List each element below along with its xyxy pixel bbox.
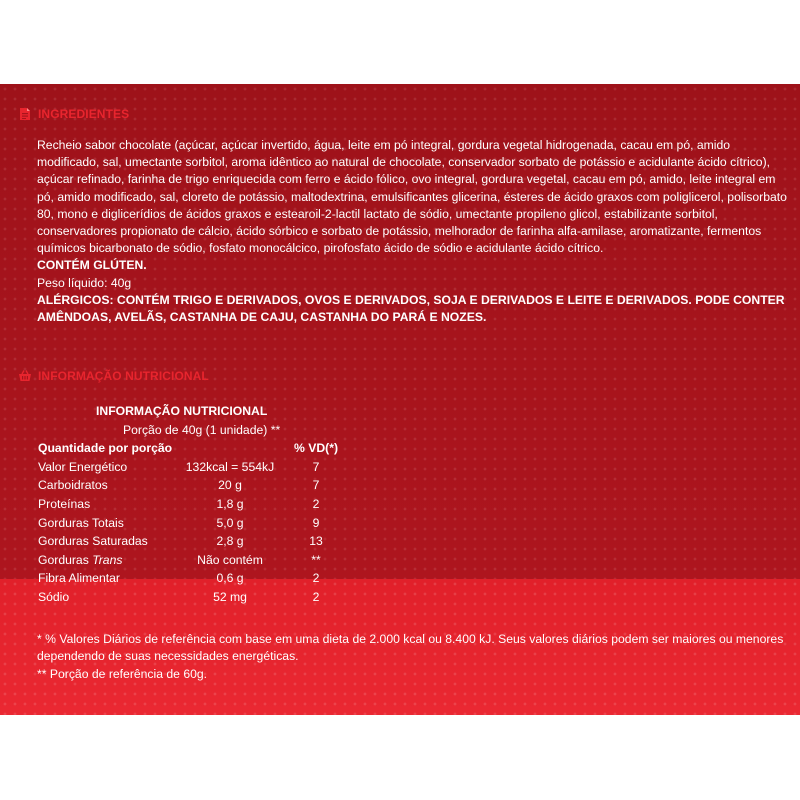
nutrient-name: Sódio — [38, 589, 70, 604]
ingredients-text-block — [37, 137, 789, 326]
nutrient-amount: 5,0 g — [216, 515, 244, 530]
document-icon — [18, 107, 32, 121]
table-row — [34, 588, 346, 607]
nutrient-name — [34, 551, 174, 570]
col-quantity-header: Quantidade por porção — [38, 441, 173, 456]
nutrient-amount: 52 mg — [213, 589, 247, 604]
table-portion: Porção de 40g (1 unidade) ** — [123, 422, 281, 437]
nutrition-table — [34, 402, 346, 607]
nutrient-name: Gorduras Totais — [38, 515, 124, 530]
footnotes — [37, 631, 789, 683]
nutrient-vd: 9 — [312, 515, 320, 530]
gluten-warning: CONTÉM GLÚTEN. — [37, 258, 147, 273]
nutrient-vd: ** — [311, 552, 321, 567]
table-row — [34, 514, 346, 533]
nutrient-amount: 132kcal = 554kJ — [185, 459, 275, 474]
nutrient-name-italic: Trans — [92, 552, 123, 567]
footnote-reference-portion: ** Porção de referência de 60g. — [37, 666, 208, 681]
nutrient-name: Fibra Alimentar — [38, 571, 120, 586]
product-info-panel — [0, 84, 800, 715]
nutrient-amount: 1,8 g — [216, 496, 244, 511]
nutrient-vd: 7 — [312, 459, 320, 474]
table-row — [34, 495, 346, 514]
ingredients-heading-label: INGREDIENTES — [38, 107, 130, 121]
nutrient-name: Proteínas — [38, 496, 91, 511]
nutrient-vd: 13 — [309, 534, 323, 549]
table-row — [34, 476, 346, 495]
nutrient-amount: 0,6 g — [216, 571, 244, 586]
nutrient-name: Valor Energético — [38, 459, 128, 474]
nutrient-amount: 20 g — [218, 478, 242, 493]
net-weight: Peso líquido: 40g — [37, 275, 132, 290]
table-header-row — [34, 439, 346, 458]
nutrient-vd: 2 — [312, 589, 320, 604]
footnote-daily-values: * % Valores Diários de referência com base em uma dieta de 2.000 kcal ou 8.400 kJ. Seus valores diários podem ser maiores ou menores dependendo de suas necessidades energéticas. — [37, 632, 784, 664]
nutrition-heading-label: INFORMAÇÃO NUTRICIONAL — [38, 369, 209, 383]
allergens-warning: ALÉRGICOS: CONTÉM TRIGO E DERIVADOS, OVOS E DERIVADOS, SOJA E DERIVADOS E LEITE E DERIVADOS. PODE CONTER AMÊNDOAS, AVELÃS, CASTANHA DE CAJU, CASTANHA DO PARÁ E NOZES. — [37, 292, 785, 325]
table-title-row — [34, 402, 346, 421]
nutrient-vd: 7 — [312, 478, 320, 493]
nutrient-amount: 2,8 g — [216, 534, 244, 549]
table-row — [34, 569, 346, 588]
ingredients-list: Recheio sabor chocolate (açúcar, açúcar invertido, água, leite em pó integral, gordura vegetal hidrogenada, cacau em pó, amido modificado, sal, umectante sorbitol, aroma idêntico ao natural de chocolate, conservador sorbato de potássio e acidulante ácido cítrico), açúcar refinado, farinha de trigo enriquecida com ferro e ácido fólico, ovo integral, gordura vegetal, cacau em pó, amido, leite integral em pó, amido modificado, sal, cloreto de potássio, maltodextrina, emulsificantes glicerina, ésteres de ácido graxos com poliglicerol, polisorbato 80, mono e diglicerídios de ácidos graxos e estearoil-2-lactil lactato de sódio, umectante propileno glicol, estabilizante sorbitol, conservadores propionato de cálcio, ácido sórbico e sorbato de potássio, melhorador de farinha alfa-amilase, aromatizante, fermentos químicos bicarbonato de sódio, fosfato monocálcico, pirofosfato ácido de sódio e acidulante ácido cítrico. — [37, 138, 787, 256]
nutrient-vd: 2 — [312, 496, 320, 511]
nutrient-vd: 2 — [312, 571, 320, 586]
nutrient-name-prefix: Gorduras — [38, 552, 93, 567]
table-row — [34, 458, 346, 477]
nutrition-heading — [18, 369, 209, 383]
table-portion-row — [34, 421, 346, 440]
basket-icon — [18, 369, 32, 383]
table-title: INFORMAÇÃO NUTRICIONAL — [96, 404, 268, 418]
col-vd-header: % VD(*) — [293, 441, 338, 456]
nutrient-amount: Não contém — [197, 552, 263, 567]
table-row — [34, 551, 346, 570]
nutrient-name: Carboidratos — [38, 478, 108, 493]
nutrient-name: Gorduras Saturadas — [38, 534, 148, 549]
ingredients-heading — [18, 107, 129, 121]
panel-content — [0, 84, 800, 715]
table-row — [34, 532, 346, 551]
